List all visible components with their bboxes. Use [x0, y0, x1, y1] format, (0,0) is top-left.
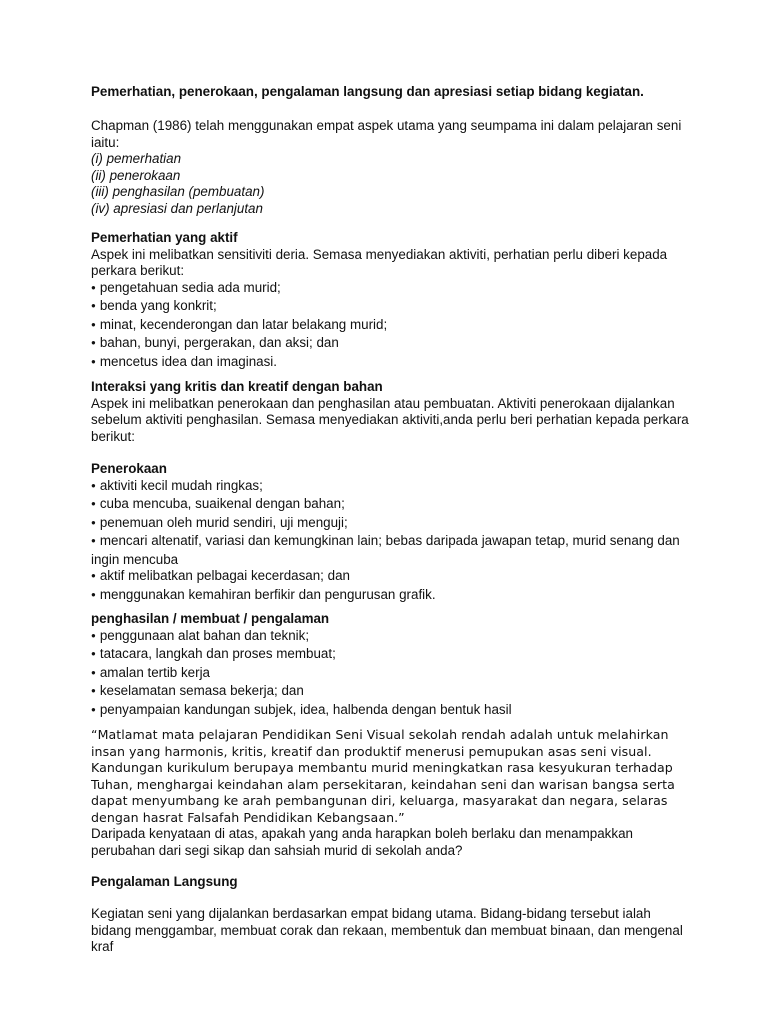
- list-item: ● tatacara, langkah dan proses membuat;: [91, 646, 691, 665]
- section-pemerhatian: [91, 230, 691, 372]
- intro-item: (i) pemerhatian: [91, 151, 182, 166]
- bullet-list: [91, 628, 691, 721]
- section-text-pengalaman: Kegiatan seni yang dijalankan berdasarkan empat bidang utama. Bidang-bidang tersebut ialah bidang menggambar, membuat corak dan rekaan, membentuk dan membuat binaan, dan mengenal kraf: [91, 906, 683, 954]
- intro-text: Chapman (1986) telah menggunakan empat aspek utama yang seumpama ini dalam pelajaran seni iaitu:: [91, 118, 682, 150]
- intro-section: [91, 118, 691, 217]
- list-item: ● penggunaan alat bahan dan teknik;: [91, 628, 691, 647]
- section-text: Aspek ini melibatkan sensitiviti deria. Semasa menyediakan aktiviti, perhatian perlu diberi kepada perkara berikut:: [91, 246, 668, 278]
- list-item: ● penyampaian kandungan subjek, idea, halbenda dengan bentuk hasil: [91, 702, 691, 721]
- document-title: Pemerhatian, penerokaan, pengalaman langsung dan apresiasi setiap bidang kegiatan.: [91, 84, 644, 99]
- list-item: ● benda yang konkrit;: [91, 298, 691, 317]
- list-item: ● aktif melibatkan pelbagai kecerdasan; dan: [91, 568, 691, 587]
- list-item: ● penemuan oleh murid sendiri, uji menguji;: [91, 515, 691, 534]
- intro-item: (iii) penghasilan (pembuatan): [91, 184, 265, 199]
- list-item: ● mencetus idea dan imaginasi.: [91, 354, 691, 373]
- section-heading: penghasilan / membuat / pengalaman: [91, 611, 330, 626]
- question-text: Daripada kenyataan di atas, apakah yang anda harapkan boleh berlaku dan menampakkan perubahan dari segi sikap dan sahsiah murid di sekolah anda?: [91, 826, 633, 858]
- intro-item: (ii) penerokaan: [91, 167, 181, 183]
- quote-text: “Matlamat mata pelajaran Pendidikan Seni Visual sekolah rendah adalah untuk melahirkan insan yang harmonis, kritis, kreatif dan produktif menerusi pemupukan asas seni visual. Kandungan kurikulum berupaya membantu murid meningkatkan rasa kesyukuran terhadap Tuhan, menghargai keindahan alam persekitaran, keindahan seni dan warisan bangsa serta dapat menyumbang ke arah pembangunan diri, keluarga, masyarakat dan negara, selaras dengan hasrat Falsafah Pendidikan Kebangsaan.”: [91, 727, 675, 825]
- section-interaksi: [91, 379, 691, 445]
- section-penghasilan: [91, 611, 691, 720]
- section-heading: Penerokaan: [91, 461, 167, 476]
- section-heading: Pemerhatian yang aktif: [91, 230, 238, 245]
- section-heading-pengalaman: Pengalaman Langsung: [91, 874, 238, 889]
- list-item: ● keselamatan semasa bekerja; dan: [91, 683, 691, 702]
- bullet-list: [91, 280, 691, 373]
- list-item: ● mencari altenatif, variasi dan kemungkinan lain; bebas daripada jawapan tetap, murid senang dan ingin mencuba: [91, 533, 691, 568]
- list-item: ● amalan tertib kerja: [91, 665, 691, 684]
- list-item: ● minat, kecenderongan dan latar belakang murid;: [91, 317, 691, 336]
- list-item: ● menggunakan kemahiran berfikir dan pengurusan grafik.: [91, 587, 691, 606]
- list-item: ● pengetahuan sedia ada murid;: [91, 280, 691, 299]
- list-item: ● cuba mencuba, suaikenal dengan bahan;: [91, 496, 691, 515]
- section-penerokaan: [91, 461, 691, 605]
- bullet-list: [91, 478, 691, 606]
- section-text: Aspek ini melibatkan penerokaan dan penghasilan atau pembuatan. Aktiviti penerokaan dijalankan sebelum aktiviti penghasilan. Semasa menyediakan aktiviti,anda perlu beri perhatian kepada perkara berikut:: [91, 395, 689, 444]
- list-item: ● aktiviti kecil mudah ringkas;: [91, 478, 691, 497]
- quote-section: [91, 727, 681, 859]
- list-item: ● bahan, bunyi, pergerakan, dan aksi; dan: [91, 335, 691, 354]
- section-heading: Interaksi yang kritis dan kreatif dengan bahan: [91, 379, 383, 394]
- intro-item: (iv) apresiasi dan perlanjutan: [91, 200, 263, 216]
